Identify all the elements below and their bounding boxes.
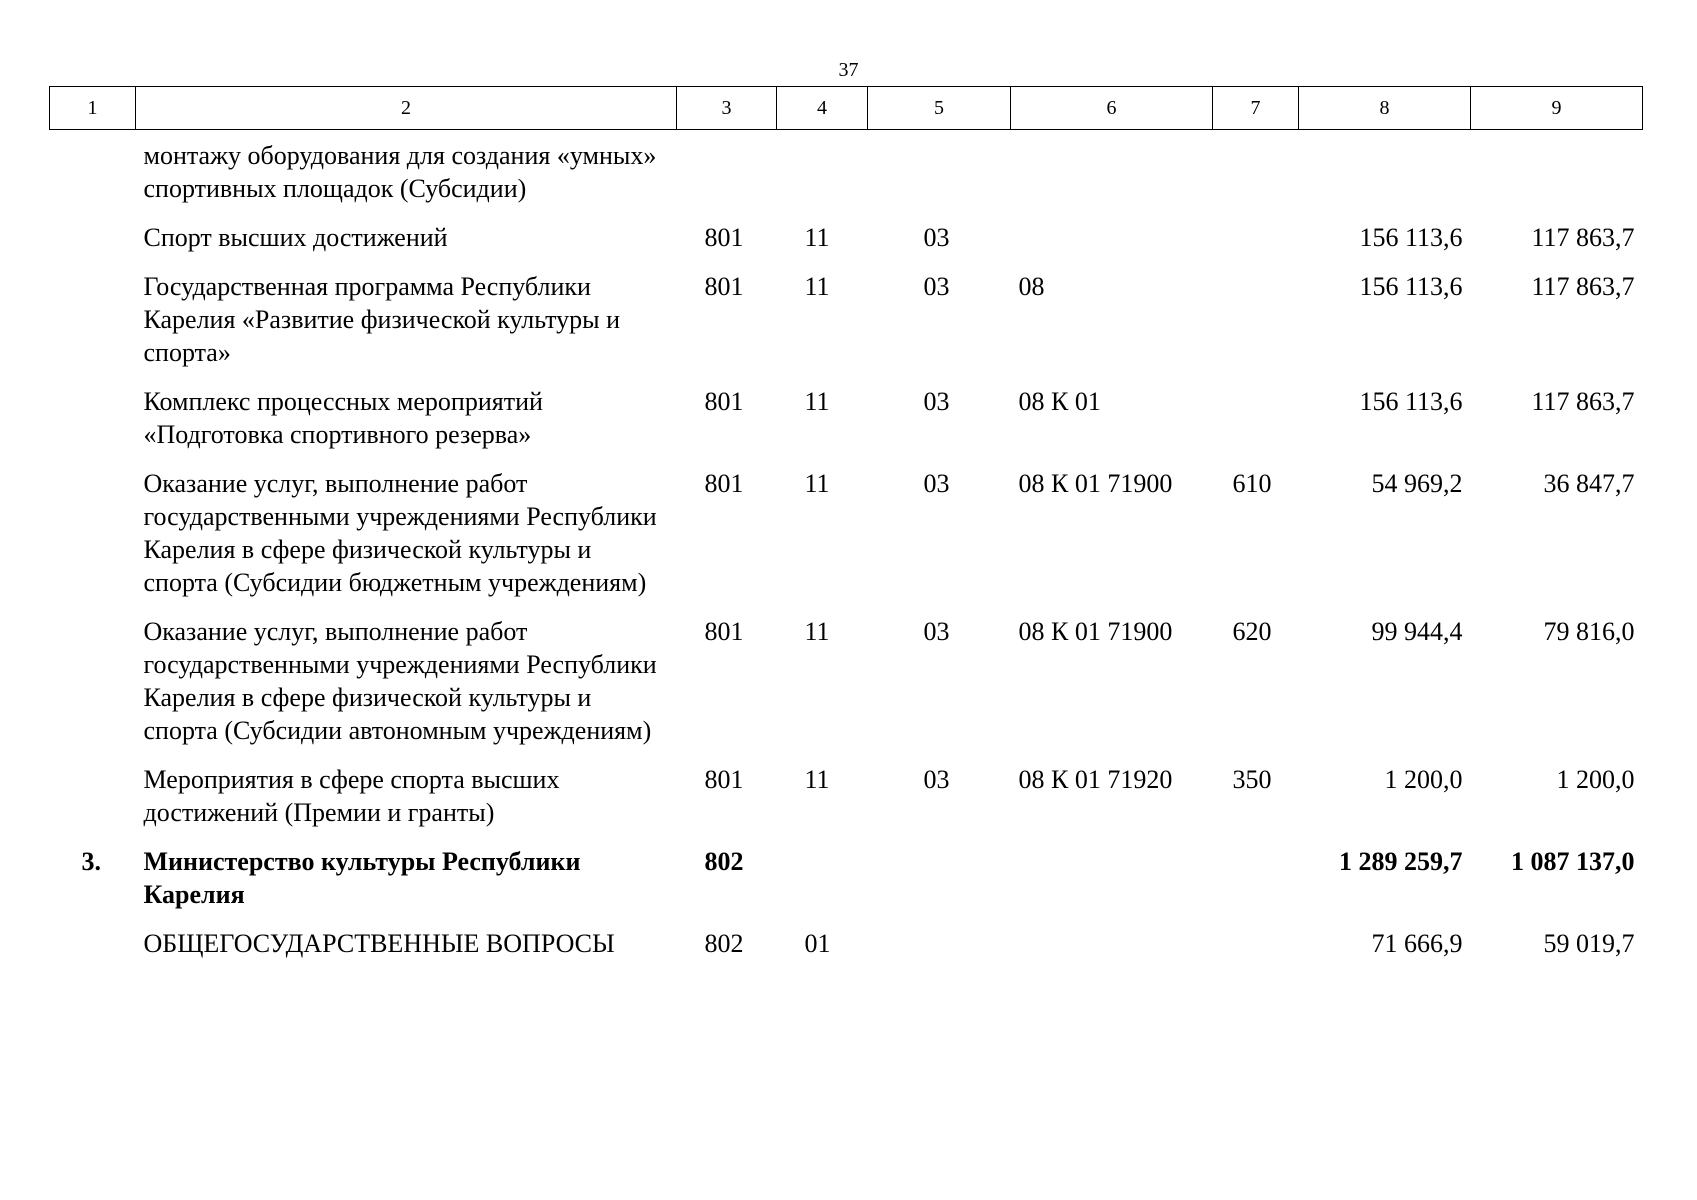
section-code: 11 (804, 765, 830, 794)
expense-type-code (1213, 845, 1299, 927)
row-number (50, 221, 136, 270)
row-number (50, 763, 136, 845)
target-article-code (1011, 130, 1213, 222)
ministry-code: 802 (704, 929, 744, 958)
page-number: 37 (838, 59, 859, 81)
amount-col-9: 59 019,7 (1543, 929, 1635, 958)
expense-type-code (1213, 270, 1299, 385)
target-article-code (1011, 221, 1213, 270)
amount-col-8: 1 200,0 (1384, 765, 1463, 794)
amount-col-8: 99 944,4 (1371, 617, 1463, 646)
row-name: Государственная программа Республики Карелия «Развитие физической культуры и спорта» (143, 272, 621, 367)
table-body (50, 130, 1643, 977)
table-row (50, 385, 1643, 467)
table-row (50, 467, 1643, 615)
row-name: Мероприятия в сфере спорта высших достижений (Премии и гранты) (143, 765, 560, 827)
header-col-4: 4 (777, 87, 868, 130)
row-number (50, 615, 136, 763)
amount-col-8 (1299, 130, 1471, 222)
expense-type-code (1213, 130, 1299, 222)
amount-col-8: 54 969,2 (1371, 469, 1463, 498)
amount-col-8: 156 113,6 (1359, 387, 1463, 416)
amount-col-9 (1471, 130, 1643, 222)
header-col-7: 7 (1213, 87, 1299, 130)
header-col-5: 5 (868, 87, 1011, 130)
subsection-code: 03 (923, 617, 950, 646)
table-row (50, 221, 1643, 270)
table-row (50, 927, 1643, 976)
header-col-3: 3 (677, 87, 777, 130)
expense-type-code: 610 (1232, 469, 1272, 498)
ministry-code: 801 (704, 223, 744, 252)
header-col-9: 9 (1471, 87, 1643, 130)
table-header (50, 87, 1643, 130)
row-number (50, 270, 136, 385)
header-col-2: 2 (136, 87, 677, 130)
amount-col-9: 117 863,7 (1531, 387, 1635, 416)
amount-col-9: 79 816,0 (1543, 617, 1635, 646)
ministry-code: 801 (704, 765, 744, 794)
section-code (777, 130, 868, 222)
row-name: ОБЩЕГОСУДАРСТВЕННЫЕ ВОПРОСЫ (143, 929, 615, 958)
ministry-code: 801 (704, 617, 744, 646)
expense-type-code (1213, 221, 1299, 270)
ministry-code (677, 130, 777, 222)
table-row (50, 763, 1643, 845)
row-name: Оказание услуг, выполнение работ государственными учреждениями Республики Карелия в сфере физической культуры и спорта (Субсидии автономным учреждениям) (143, 617, 657, 745)
section-code: 11 (804, 223, 830, 252)
amount-col-9: 1 087 137,0 (1511, 847, 1635, 876)
target-article-code (1011, 927, 1213, 976)
amount-col-9: 117 863,7 (1531, 272, 1635, 301)
target-article-code: 08 К 01 71900 (1018, 617, 1173, 646)
amount-col-8: 156 113,6 (1359, 272, 1463, 301)
amount-col-8: 156 113,6 (1359, 223, 1463, 252)
table-row (50, 130, 1643, 222)
target-article-code (1011, 845, 1213, 927)
table-row (50, 270, 1643, 385)
section-code: 11 (804, 272, 830, 301)
amount-col-9: 1 200,0 (1556, 765, 1635, 794)
budget-table (49, 86, 1643, 976)
subsection-code: 03 (923, 223, 950, 252)
row-number (50, 385, 136, 467)
amount-col-9: 36 847,7 (1543, 469, 1635, 498)
header-col-1: 1 (50, 87, 136, 130)
row-number (50, 927, 136, 976)
expense-type-code: 350 (1232, 765, 1272, 794)
target-article-code: 08 (1018, 272, 1045, 301)
section-code: 11 (804, 387, 830, 416)
ministry-code: 801 (704, 272, 744, 301)
amount-col-9: 117 863,7 (1531, 223, 1635, 252)
subsection-code: 03 (923, 272, 950, 301)
section-code: 11 (804, 469, 830, 498)
expense-type-code (1213, 927, 1299, 976)
section-code: 11 (804, 617, 830, 646)
amount-col-8: 1 289 259,7 (1339, 847, 1463, 876)
expense-type-code (1213, 385, 1299, 467)
ministry-code: 802 (704, 847, 744, 876)
header-row (50, 87, 1643, 130)
row-name: монтажу оборудования для создания «умных» спортивных площадок (Субсидии) (143, 141, 657, 203)
subsection-code: 03 (923, 765, 950, 794)
expense-type-code: 620 (1232, 617, 1272, 646)
row-number (50, 467, 136, 615)
row-number: 3. (81, 847, 101, 876)
table-row (50, 845, 1643, 927)
subsection-code: 03 (923, 387, 950, 416)
section-code: 01 (804, 929, 831, 958)
row-number (50, 130, 136, 222)
subsection-code (868, 130, 1011, 222)
amount-col-8: 71 666,9 (1371, 929, 1463, 958)
row-name: Министерство культуры Республики Карелия (143, 847, 581, 909)
subsection-code (868, 927, 1011, 976)
subsection-code (868, 845, 1011, 927)
row-name: Спорт высших достижений (143, 223, 448, 252)
target-article-code: 08 К 01 71900 (1018, 469, 1173, 498)
table-row (50, 615, 1643, 763)
ministry-code: 801 (704, 469, 744, 498)
row-name: Комплекс процессных мероприятий «Подготовка спортивного резерва» (143, 387, 543, 449)
subsection-code: 03 (923, 469, 950, 498)
header-col-8: 8 (1299, 87, 1471, 130)
header-col-6: 6 (1011, 87, 1213, 130)
row-name: Оказание услуг, выполнение работ государственными учреждениями Республики Карелия в сфере физической культуры и спорта (Субсидии бюджетным учреждениям) (143, 469, 657, 597)
target-article-code: 08 К 01 71920 (1018, 765, 1173, 794)
ministry-code: 801 (704, 387, 744, 416)
section-code (777, 845, 868, 927)
target-article-code: 08 К 01 (1018, 387, 1101, 416)
